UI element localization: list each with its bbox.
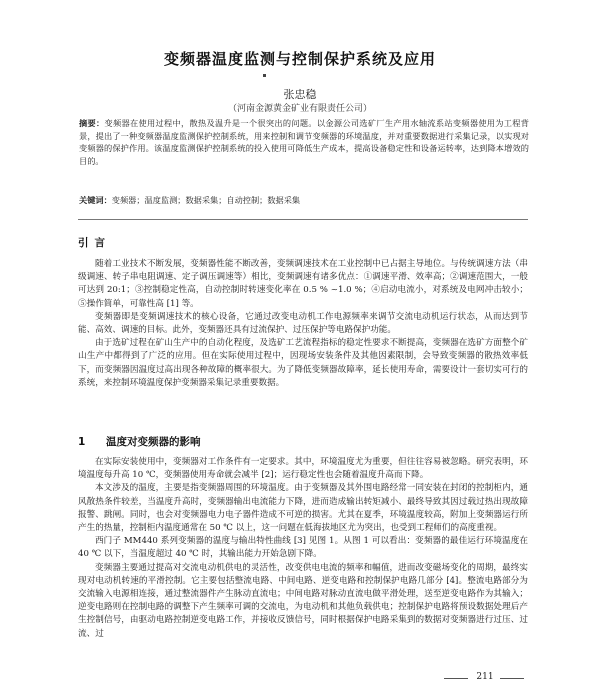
section-1-number: 1 <box>78 436 86 448</box>
abstract-text: 变频器在使用过程中，散热及温升是一个很突出的问题。以金源公司选矿厂生产用水轴流系站变频器使用为工程背景，提出了一种变频器温度监测保护控制系统，用来控制和调节变频器的环境温度，并对重要数据进行采集记录，以实现对变频器的保护作用。该温度监测保护控制系统的投入使用可降低生产成本，提高设备稳定性和设备运转率，达到降本增效的目的。 <box>79 118 529 166</box>
section-1-paragraph: 在实际安装使用中，变频器对工作条件有一定要求。其中，环境温度尤为重要，但往往容易被忽略。研究表明，环境温度每升高 10 ℃，变频器使用寿命就会减半 [2]；运行稳定性也会随着温度升高而下降。 <box>78 457 528 481</box>
section-1-heading <box>78 434 201 449</box>
intro-paragraph: 随着工业技术不断发展，变频器性能不断改善，变频调速技术在工业控制中已占据主导地位。与传统调速方法（串级调速、转子串电阻调速、定子调压调速等）相比，变频调速有诸多优点：①调速平滑、效率高；②调速范围大，一般可达到 20:1；③控制稳定性高，自动控制时转速变化率在 0.5 % ~1.0 %；④启动电流小，对系统及电网冲击较小；⑤操作简单，可靠性高 [1] 等。 <box>78 259 528 309</box>
intro-paragraph: 由于选矿过程在矿山生产中的自动化程度，及选矿工艺流程指标的稳定性要求不断提高，变频器在选矿方面整个矿山生产中都得到了广泛的应用。但在实际使用过程中，因现场安装条件及其他因素限制，会导致变频器的散热效率低下，而变频器因温度过高出现各种故障的概率很大。为了降低变频器故障率，延长使用寿命，需要设计一套切实可行的系统，来控制环境温度保护变频器采集记录重要数据。 <box>78 338 528 388</box>
section-1-body <box>78 456 528 641</box>
author-affiliation: （河南金源黄金矿业有限责任公司） <box>227 104 372 114</box>
abstract-divider <box>78 219 528 220</box>
abstract-block <box>79 117 529 167</box>
page-number: 211 <box>476 672 494 682</box>
section-1-paragraph: 西门子 MM440 系列变频器的温度与输出特性曲线 [3] 见图 1。从图 1 可以看出：变频器的最佳运行环境温度在 40 ℃ 以下，当温度超过 40 ℃ 时，其输出能力开始急剧下降。 <box>78 536 528 560</box>
paper-title: 变频器温度监测与控制保护系统及应用 <box>163 50 436 68</box>
footer-rule-right <box>500 678 524 679</box>
section-1-paragraph: 本文涉及的温度，主要是指变频器周围的环境温度。由于变频器及其外围电路经常一同安装在封闭的控制柜内，通风散热条件较差，当温度升高时，变频器输出电流能力下降，进而造成输出转矩减小、最终导致其因过载过热出现故障报警、跳闸。同时，也会对变频器电力电子器件造成不可逆的损害。尤其在夏季，环境温度较高，附加上变频器运行所产生的热量，控制柜内温度通常在 50 ℃ 以上，这一问题在低海拔地区尤为突出，也受到工程师们的高度重视。 <box>78 483 528 534</box>
author-name: 张忠稳 <box>283 88 317 101</box>
keywords-label: 关键词： <box>79 195 112 205</box>
abstract-label: 摘要： <box>79 118 105 128</box>
section-1-paragraph: 变频器主要通过提高对交流电动机供电的灵活性，改变供电电流的频率和幅值，进而改变磁场变化的周期，最终实现对电动机转速的平滑控制。它主要包括整流电路、中间电路、逆变电路和控制保护电路几部分 [4]。整流电路部分为交流输入电源相连接，通过整流器件产生脉动直流电；中间电路对脉动直流电做平滑处理，送至逆变电路作为其输入；逆变电路则在控制电路的调整下产生频率可调的交流电，为电动机和其他负载供电；控制保护电路将预设数据处理后产生控制信号，由驱动电路控制逆变电路工作，并接收反馈信号，同时根据保护电路采集到的数据对变频器进行过压、过流、过 <box>78 562 528 639</box>
title-dot-mark <box>263 74 266 77</box>
keywords-text: 变频器；温度监测；数据采集；自动控制；数据采集 <box>111 195 301 205</box>
footer-rule-left <box>444 678 468 679</box>
intro-heading: 引言 <box>78 237 111 249</box>
intro-body <box>78 258 528 390</box>
keywords-block <box>79 194 529 207</box>
intro-paragraph: 变频器即是变频调速技术的核心设备，它通过改变电动机工作电源频率来调节交流电动机运行状态，从而达到节能、高效、调速的目标。此外，变频器还具有过流保护、过压保护等电路保护功能。 <box>78 311 528 336</box>
section-1-title: 温度对变频器的影响 <box>106 436 201 448</box>
